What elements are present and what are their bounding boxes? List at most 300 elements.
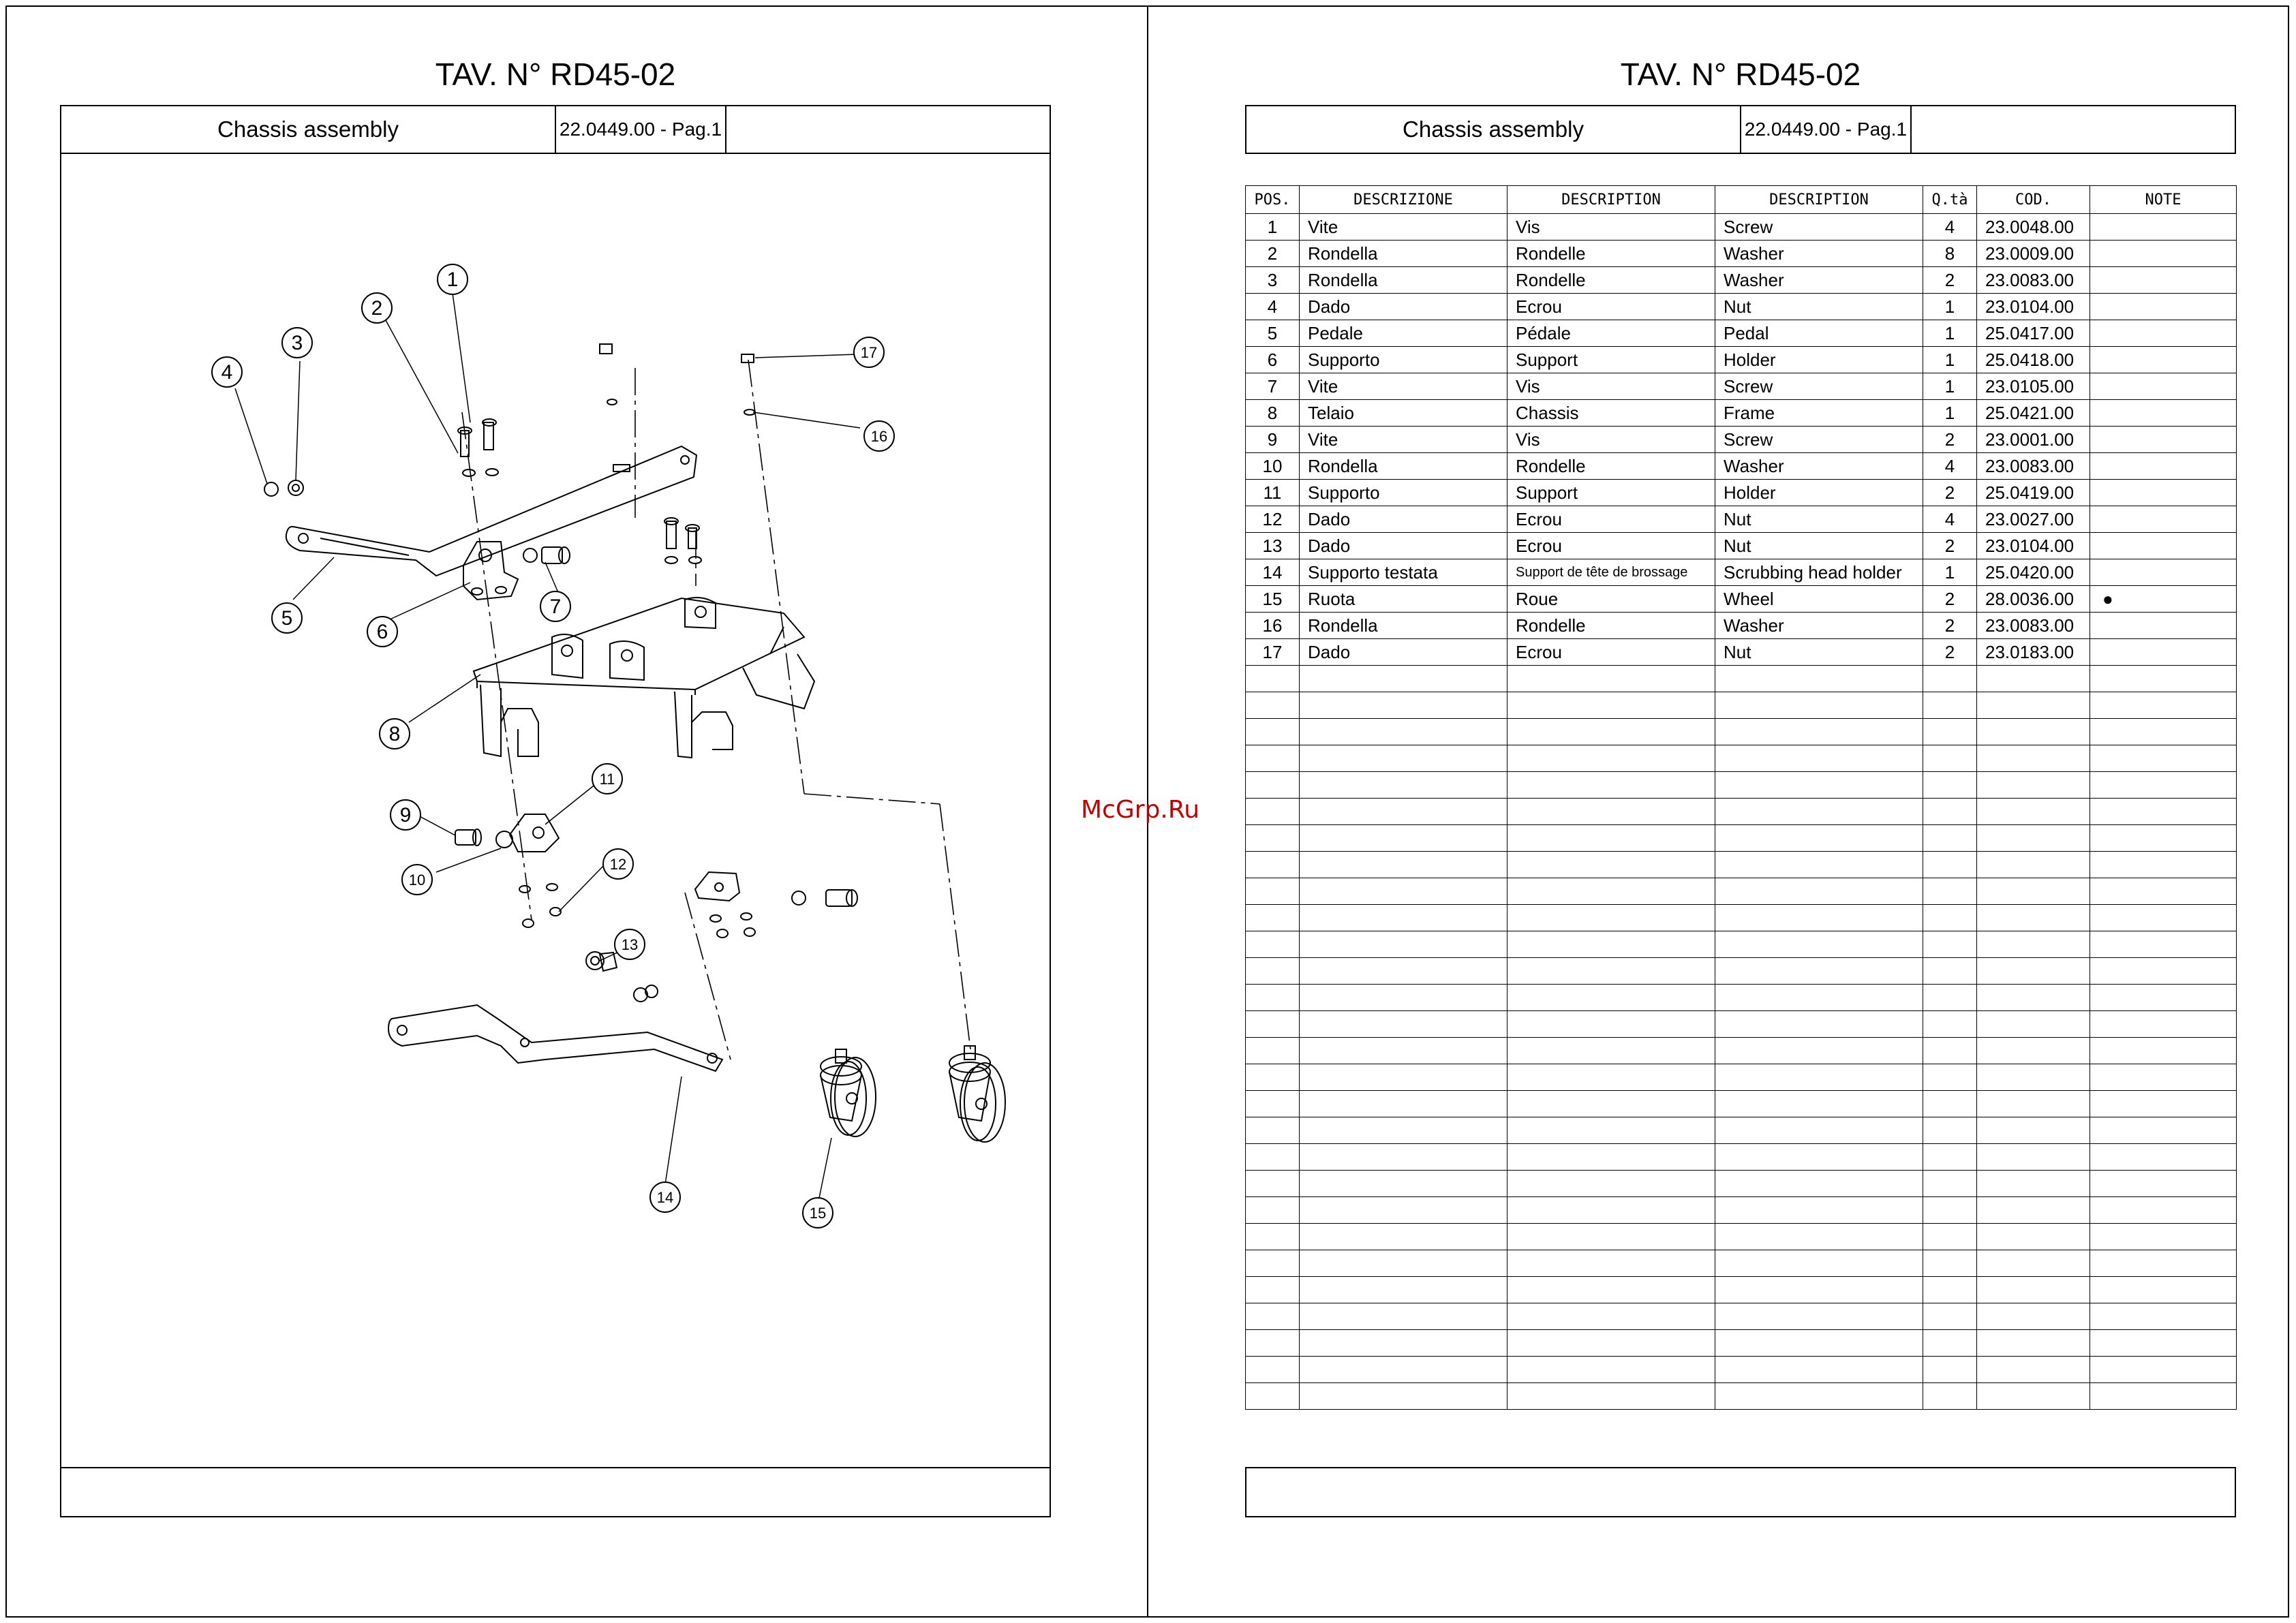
wheel-bracket-part <box>695 872 857 938</box>
cell-code: 25.0417.00 <box>1977 320 2090 347</box>
callout-labels <box>221 268 888 1222</box>
cell-code: 25.0418.00 <box>1977 347 2090 373</box>
empty-cell <box>1923 719 1977 745</box>
cell-qty: 2 <box>1923 586 1977 613</box>
right-assembly-code: 22.0449.00 - Pag.1 <box>1741 106 1912 153</box>
cell-note <box>2090 373 2237 400</box>
empty-cell <box>2090 1011 2237 1038</box>
empty-cell <box>1715 958 1923 985</box>
cell-code: 25.0421.00 <box>1977 400 2090 427</box>
empty-cell <box>1715 1383 1923 1410</box>
cell-note <box>2090 347 2237 373</box>
cell-qty: 2 <box>1923 639 1977 666</box>
right-header-blank <box>1912 106 2235 153</box>
empty-cell <box>1246 666 1300 692</box>
callout-11: 11 <box>599 771 615 788</box>
empty-cell <box>1923 1171 1977 1197</box>
empty-cell <box>1715 1197 1923 1224</box>
right-header-box <box>1245 105 2236 154</box>
empty-cell <box>1715 1171 1923 1197</box>
cell-pos: 11 <box>1246 480 1300 506</box>
empty-cell <box>1715 1117 1923 1144</box>
empty-cell <box>1507 1011 1715 1038</box>
empty-cell <box>1715 1144 1923 1171</box>
empty-cell <box>1300 1303 1507 1330</box>
callout-13: 13 <box>621 936 639 953</box>
right-assembly-name: Chassis assembly <box>1246 106 1741 153</box>
cell-qty: 2 <box>1923 480 1977 506</box>
callout-17: 17 <box>860 344 878 361</box>
cell-en: Nut <box>1715 533 1923 559</box>
table-row <box>1246 400 2237 427</box>
empty-cell <box>1300 772 1507 799</box>
table-row <box>1246 453 2237 480</box>
cell-fr: Support <box>1507 480 1715 506</box>
callout-10: 10 <box>408 871 426 888</box>
empty-cell <box>1923 1277 1977 1303</box>
empty-cell <box>1977 1224 2090 1250</box>
table-row <box>1246 294 2237 320</box>
empty-cell <box>1923 905 1977 931</box>
empty-cell <box>1977 1117 2090 1144</box>
empty-cell <box>1507 1357 1715 1383</box>
empty-table-row <box>1246 985 2237 1011</box>
empty-cell <box>1507 1303 1715 1330</box>
empty-cell <box>1300 692 1507 719</box>
cell-pos: 14 <box>1246 559 1300 586</box>
empty-cell <box>2090 1197 2237 1224</box>
empty-cell <box>1923 1357 1977 1383</box>
cell-en: Screw <box>1715 373 1923 400</box>
empty-cell <box>1715 1250 1923 1277</box>
empty-cell <box>1507 1091 1715 1117</box>
callout-4: 4 <box>221 361 233 384</box>
empty-cell <box>1977 1303 2090 1330</box>
empty-table-row <box>1246 905 2237 931</box>
empty-cell <box>1300 719 1507 745</box>
empty-cell <box>2090 692 2237 719</box>
cell-en: Pedal <box>1715 320 1923 347</box>
cell-en: Washer <box>1715 453 1923 480</box>
callout-14: 14 <box>656 1189 674 1206</box>
empty-cell <box>1977 1011 2090 1038</box>
empty-cell <box>1507 1277 1715 1303</box>
empty-cell <box>1507 799 1715 825</box>
empty-cell <box>1977 905 2090 931</box>
empty-cell <box>1977 1038 2090 1064</box>
cell-code: 23.0104.00 <box>1977 294 2090 320</box>
cell-pos: 13 <box>1246 533 1300 559</box>
exploded-view-drawing <box>0 0 1147 1623</box>
empty-cell <box>2090 905 2237 931</box>
empty-cell <box>1507 1117 1715 1144</box>
empty-table-row <box>1246 931 2237 958</box>
cell-it: Rondella <box>1300 613 1507 639</box>
empty-cell <box>1246 1383 1300 1410</box>
empty-cell <box>1300 799 1507 825</box>
empty-cell <box>1923 745 1977 772</box>
cell-qty: 1 <box>1923 347 1977 373</box>
cell-note <box>2090 267 2237 294</box>
empty-cell <box>2090 666 2237 692</box>
table-row <box>1246 586 2237 613</box>
empty-cell <box>1507 985 1715 1011</box>
empty-cell <box>1246 1277 1300 1303</box>
cell-code: 23.0027.00 <box>1977 506 2090 533</box>
cell-en: Scrubbing head holder <box>1715 559 1923 586</box>
empty-cell <box>1507 772 1715 799</box>
cell-code: 23.0048.00 <box>1977 214 2090 241</box>
cell-fr: Ecrou <box>1507 506 1715 533</box>
empty-cell <box>2090 772 2237 799</box>
cell-fr: Vis <box>1507 427 1715 453</box>
cell-it: Telaio <box>1300 400 1507 427</box>
empty-cell <box>2090 852 2237 878</box>
empty-cell <box>1923 1330 1977 1357</box>
table-row <box>1246 241 2237 267</box>
empty-table-row <box>1246 772 2237 799</box>
empty-cell <box>1923 985 1977 1011</box>
cell-en: Holder <box>1715 347 1923 373</box>
cell-code: 23.0183.00 <box>1977 639 2090 666</box>
empty-table-row <box>1246 1303 2237 1330</box>
empty-cell <box>1507 905 1715 931</box>
cell-note: ● <box>2090 586 2237 613</box>
empty-cell <box>1977 745 2090 772</box>
cell-it: Rondella <box>1300 453 1507 480</box>
empty-table-row <box>1246 1038 2237 1064</box>
cell-code: 23.0083.00 <box>1977 267 2090 294</box>
left-page-title: TAV. N° RD45-02 <box>435 57 676 92</box>
empty-cell <box>1300 1330 1507 1357</box>
cell-pos: 8 <box>1246 400 1300 427</box>
cell-note <box>2090 320 2237 347</box>
cell-qty: 1 <box>1923 400 1977 427</box>
empty-cell <box>1923 1303 1977 1330</box>
empty-cell <box>1246 1038 1300 1064</box>
callout-8: 8 <box>388 723 401 745</box>
cell-code: 25.0419.00 <box>1977 480 2090 506</box>
empty-cell <box>1507 666 1715 692</box>
empty-cell <box>1715 745 1923 772</box>
cell-pos: 9 <box>1246 427 1300 453</box>
callout-balloons <box>212 264 894 1228</box>
empty-table-row <box>1246 1224 2237 1250</box>
empty-cell <box>2090 1224 2237 1250</box>
table-row <box>1246 427 2237 453</box>
empty-cell <box>1300 1357 1507 1383</box>
cell-code: 23.0105.00 <box>1977 373 2090 400</box>
cell-pos: 16 <box>1246 613 1300 639</box>
empty-table-row <box>1246 1011 2237 1038</box>
empty-cell <box>1977 1144 2090 1171</box>
callout-9: 9 <box>399 804 412 826</box>
empty-cell <box>1246 1064 1300 1091</box>
empty-cell <box>1977 692 2090 719</box>
empty-cell <box>1715 692 1923 719</box>
empty-cell <box>2090 1303 2237 1330</box>
cell-note <box>2090 480 2237 506</box>
empty-cell <box>1977 825 2090 852</box>
empty-cell <box>1715 799 1923 825</box>
cell-fr: Ecrou <box>1507 533 1715 559</box>
cell-note <box>2090 639 2237 666</box>
empty-cell <box>1246 745 1300 772</box>
empty-cell <box>1715 878 1923 905</box>
scrubbing-head-holder-part <box>388 1005 722 1071</box>
empty-table-row <box>1246 692 2237 719</box>
empty-cell <box>1977 1277 2090 1303</box>
empty-cell <box>1300 1224 1507 1250</box>
empty-cell <box>1300 852 1507 878</box>
cell-pos: 17 <box>1246 639 1300 666</box>
cell-it: Supporto testata <box>1300 559 1507 586</box>
callout-2: 2 <box>371 297 383 320</box>
empty-cell <box>1246 931 1300 958</box>
cell-code: 23.0104.00 <box>1977 533 2090 559</box>
cell-en: Wheel <box>1715 586 1923 613</box>
callout-leader-lines <box>235 293 860 1205</box>
cell-it: Dado <box>1300 639 1507 666</box>
empty-cell <box>2090 878 2237 905</box>
callout-3: 3 <box>291 332 303 354</box>
cell-fr: Roue <box>1507 586 1715 613</box>
empty-cell <box>1715 852 1923 878</box>
empty-cell <box>1300 1144 1507 1171</box>
cell-qty: 4 <box>1923 214 1977 241</box>
empty-cell <box>2090 1250 2237 1277</box>
empty-cell <box>1923 825 1977 852</box>
empty-cell <box>1715 931 1923 958</box>
empty-cell <box>1507 1171 1715 1197</box>
empty-cell <box>2090 1357 2237 1383</box>
cell-qty: 1 <box>1923 294 1977 320</box>
cell-note <box>2090 533 2237 559</box>
cell-en: Washer <box>1715 267 1923 294</box>
empty-table-row <box>1246 719 2237 745</box>
empty-cell <box>2090 799 2237 825</box>
callout-5: 5 <box>281 607 293 630</box>
cell-fr: Ecrou <box>1507 639 1715 666</box>
table-row <box>1246 347 2237 373</box>
cell-fr: Ecrou <box>1507 294 1715 320</box>
empty-cell <box>2090 1330 2237 1357</box>
empty-cell <box>1977 1197 2090 1224</box>
cell-en: Washer <box>1715 613 1923 639</box>
empty-cell <box>1300 1383 1507 1410</box>
table-row <box>1246 639 2237 666</box>
cell-it: Dado <box>1300 506 1507 533</box>
empty-table-row <box>1246 666 2237 692</box>
empty-cell <box>2090 719 2237 745</box>
empty-cell <box>1507 1197 1715 1224</box>
empty-cell <box>1507 1250 1715 1277</box>
empty-cell <box>1246 878 1300 905</box>
col-note: NOTE <box>2090 186 2237 214</box>
cell-pos: 5 <box>1246 320 1300 347</box>
empty-cell <box>1715 1357 1923 1383</box>
empty-cell <box>1246 692 1300 719</box>
empty-table-row <box>1246 1330 2237 1357</box>
empty-cell <box>2090 1383 2237 1410</box>
empty-table-row <box>1246 1357 2237 1383</box>
empty-cell <box>1977 1330 2090 1357</box>
empty-table-row <box>1246 825 2237 852</box>
empty-cell <box>1923 1250 1977 1277</box>
empty-cell <box>1246 1303 1300 1330</box>
holder-part <box>463 542 518 600</box>
cell-pos: 3 <box>1246 267 1300 294</box>
empty-cell <box>1246 1250 1300 1277</box>
cell-code: 28.0036.00 <box>1977 586 2090 613</box>
empty-cell <box>1923 958 1977 985</box>
empty-cell <box>1923 692 1977 719</box>
empty-cell <box>1923 852 1977 878</box>
cell-it: Supporto <box>1300 480 1507 506</box>
empty-cell <box>1300 1064 1507 1091</box>
empty-table-row <box>1246 852 2237 878</box>
empty-cell <box>1923 1197 1977 1224</box>
empty-cell <box>1715 1303 1923 1330</box>
cell-qty: 8 <box>1923 241 1977 267</box>
empty-cell <box>1246 1197 1300 1224</box>
empty-cell <box>1246 958 1300 985</box>
empty-cell <box>1977 985 2090 1011</box>
empty-cell <box>2090 1038 2237 1064</box>
cell-qty: 4 <box>1923 506 1977 533</box>
col-pos: POS. <box>1246 186 1300 214</box>
cell-it: Ruota <box>1300 586 1507 613</box>
cell-pos: 12 <box>1246 506 1300 533</box>
empty-cell <box>2090 985 2237 1011</box>
callout-6: 6 <box>376 621 388 643</box>
callout-1: 1 <box>446 268 459 291</box>
empty-cell <box>1507 692 1715 719</box>
left-assembly-name: Chassis assembly <box>61 106 556 153</box>
table-row <box>1246 267 2237 294</box>
table-row <box>1246 613 2237 639</box>
table-row <box>1246 373 2237 400</box>
empty-cell <box>1507 719 1715 745</box>
frame-part <box>474 598 814 758</box>
empty-cell <box>1923 1144 1977 1171</box>
cell-note <box>2090 241 2237 267</box>
empty-table-row <box>1246 745 2237 772</box>
empty-cell <box>1246 1011 1300 1038</box>
empty-cell <box>1715 1277 1923 1303</box>
empty-cell <box>1300 931 1507 958</box>
empty-cell <box>2090 825 2237 852</box>
empty-cell <box>1246 852 1300 878</box>
empty-table-row <box>1246 799 2237 825</box>
cell-fr: Vis <box>1507 373 1715 400</box>
empty-cell <box>1977 1064 2090 1091</box>
cell-fr: Pédale <box>1507 320 1715 347</box>
col-descrizione: DESCRIZIONE <box>1300 186 1507 214</box>
empty-cell <box>1923 1064 1977 1091</box>
empty-cell <box>2090 1277 2237 1303</box>
cell-it: Pedale <box>1300 320 1507 347</box>
empty-cell <box>2090 745 2237 772</box>
empty-table-row <box>1246 1064 2237 1091</box>
cell-pos: 6 <box>1246 347 1300 373</box>
empty-cell <box>1300 985 1507 1011</box>
empty-table-row <box>1246 958 2237 985</box>
empty-cell <box>1507 958 1715 985</box>
right-footer-box <box>1245 1467 2236 1517</box>
empty-cell <box>1300 1117 1507 1144</box>
empty-cell <box>1977 1091 2090 1117</box>
callout-16: 16 <box>870 428 888 445</box>
empty-cell <box>1300 825 1507 852</box>
cell-qty: 1 <box>1923 320 1977 347</box>
empty-cell <box>1923 931 1977 958</box>
empty-cell <box>1507 878 1715 905</box>
empty-cell <box>1300 1091 1507 1117</box>
assembly-centerlines <box>462 360 970 1060</box>
empty-cell <box>1715 1330 1923 1357</box>
cell-qty: 4 <box>1923 453 1977 480</box>
cell-qty: 2 <box>1923 267 1977 294</box>
cell-it: Dado <box>1300 533 1507 559</box>
cell-fr: Support de tête de brossage <box>1507 559 1715 586</box>
empty-cell <box>1715 1091 1923 1117</box>
table-row <box>1246 506 2237 533</box>
callout-15: 15 <box>809 1205 827 1222</box>
cell-code: 23.0001.00 <box>1977 427 2090 453</box>
empty-cell <box>1300 958 1507 985</box>
empty-cell <box>1246 1224 1300 1250</box>
empty-cell <box>1507 1330 1715 1357</box>
watermark-text: McGrp.Ru <box>1081 796 1200 824</box>
empty-cell <box>1507 745 1715 772</box>
right-page-title: TAV. N° RD45-02 <box>1620 57 1861 92</box>
cell-pos: 15 <box>1246 586 1300 613</box>
hardware-parts <box>264 344 755 1002</box>
empty-cell <box>1246 799 1300 825</box>
empty-cell <box>1300 1250 1507 1277</box>
cell-en: Nut <box>1715 506 1923 533</box>
cell-en: Frame <box>1715 400 1923 427</box>
cell-en: Washer <box>1715 241 1923 267</box>
empty-table-row <box>1246 1197 2237 1224</box>
empty-cell <box>1246 1117 1300 1144</box>
cell-fr: Rondelle <box>1507 267 1715 294</box>
empty-cell <box>1246 1144 1300 1171</box>
empty-cell <box>1300 878 1507 905</box>
cell-note <box>2090 400 2237 427</box>
empty-cell <box>1507 1224 1715 1250</box>
cell-en: Holder <box>1715 480 1923 506</box>
empty-cell <box>1715 772 1923 799</box>
cell-it: Vite <box>1300 373 1507 400</box>
empty-cell <box>1507 852 1715 878</box>
cell-note <box>2090 506 2237 533</box>
empty-cell <box>1923 666 1977 692</box>
empty-cell <box>1507 1038 1715 1064</box>
cell-code: 25.0420.00 <box>1977 559 2090 586</box>
cell-pos: 7 <box>1246 373 1300 400</box>
empty-cell <box>2090 1091 2237 1117</box>
cell-pos: 1 <box>1246 214 1300 241</box>
cell-code: 23.0009.00 <box>1977 241 2090 267</box>
cell-it: Vite <box>1300 214 1507 241</box>
cell-en: Screw <box>1715 214 1923 241</box>
empty-table-row <box>1246 1250 2237 1277</box>
cell-it: Supporto <box>1300 347 1507 373</box>
empty-cell <box>1977 852 2090 878</box>
empty-cell <box>1715 719 1923 745</box>
